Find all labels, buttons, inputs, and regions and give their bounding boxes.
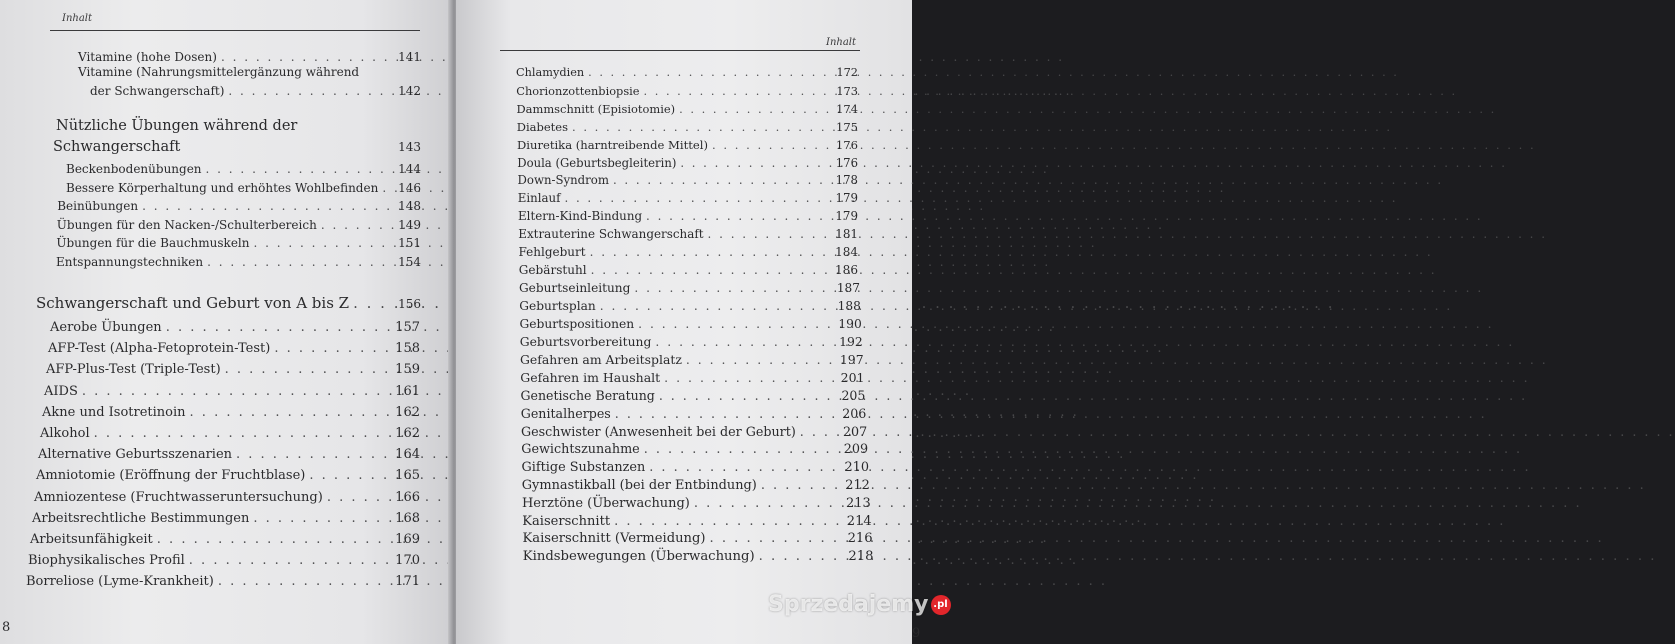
toc-entry-vitamine-ergaenzung bbox=[78, 65, 359, 79]
entry-page: 168 bbox=[395, 510, 420, 526]
leader-dots bbox=[321, 218, 394, 232]
entry-title: Geburtspositionen bbox=[519, 316, 635, 331]
leader-dots bbox=[94, 426, 392, 441]
header-rule bbox=[50, 30, 420, 31]
toc-entry bbox=[519, 263, 858, 277]
toc-entry bbox=[521, 424, 867, 439]
entry-page: 146 bbox=[398, 180, 421, 195]
entry-title: Geburtsvorbereitung bbox=[519, 334, 652, 349]
entry-page: 171 bbox=[395, 574, 420, 590]
entry-page: 206 bbox=[842, 406, 867, 422]
entry-page: 216 bbox=[847, 531, 873, 547]
entry-title: Alkohol bbox=[40, 426, 90, 441]
toc-entry bbox=[519, 299, 861, 313]
entry-page: 181 bbox=[835, 227, 858, 242]
toc-entry bbox=[521, 388, 866, 403]
entry-title: Dammschnitt (Episiotomie) bbox=[516, 101, 676, 116]
entry-title: Akne und Isotretinoin bbox=[42, 404, 186, 420]
toc-entry bbox=[32, 511, 420, 526]
toc-entry bbox=[46, 362, 420, 377]
leader-dots bbox=[564, 191, 831, 205]
toc-entry bbox=[56, 236, 421, 250]
leader-dots bbox=[680, 156, 831, 170]
toc-entry bbox=[523, 549, 874, 564]
leader-dots bbox=[655, 335, 835, 349]
entry-title: Arbeitsrechtliche Bestimmungen bbox=[32, 510, 250, 526]
leader-dots bbox=[309, 468, 391, 483]
toc-entry bbox=[523, 531, 873, 546]
entry-title: Übungen für die Bauchmuskeln bbox=[56, 236, 250, 251]
leader-dots bbox=[708, 227, 832, 241]
page-number: 8 bbox=[2, 620, 11, 635]
header-rule bbox=[500, 50, 860, 51]
entry-title: Beinübungen bbox=[57, 199, 139, 214]
toc-entry bbox=[517, 138, 858, 152]
entry-page: 173 bbox=[836, 83, 858, 98]
leader-dots bbox=[686, 352, 836, 367]
toc-entry bbox=[519, 245, 859, 259]
toc-entry bbox=[522, 460, 870, 475]
toc-entry bbox=[522, 514, 871, 529]
section-title-exercises: Nützliche Übungen während der bbox=[56, 118, 298, 134]
toc-entry bbox=[57, 218, 421, 232]
entry-title: Extrauterine Schwangerschaft bbox=[518, 227, 704, 242]
entry-page: 142 bbox=[398, 84, 421, 98]
entry-title: Vitamine (Nahrungsmittelergänzung während bbox=[78, 65, 360, 79]
section-title-exercises-line2 bbox=[53, 139, 421, 155]
leader-dots bbox=[634, 281, 832, 295]
leader-dots bbox=[649, 460, 840, 475]
toc-entry bbox=[48, 341, 420, 356]
entry-title: Vitamine (hohe Dosen) bbox=[78, 50, 217, 64]
watermark-logo: Sprzedajemy .pl bbox=[768, 592, 951, 617]
entry-title: Alternative Geburtsszenarien bbox=[38, 447, 233, 463]
entry-title: Amniotomie (Eröffnung der Fruchtblase) bbox=[36, 468, 306, 484]
entry-title: Aerobe Übungen bbox=[50, 320, 162, 335]
entry-title: Giftige Substanzen bbox=[521, 459, 646, 475]
leader-dots bbox=[327, 490, 391, 505]
right-page bbox=[456, 0, 921, 644]
entry-page: 151 bbox=[398, 236, 421, 251]
entry-title: Einlauf bbox=[517, 191, 561, 206]
entry-page: 190 bbox=[838, 316, 862, 331]
leader-dots bbox=[644, 84, 833, 98]
entry-title: AIDS bbox=[44, 383, 78, 399]
entry-title: Kaiserschnitt bbox=[522, 513, 611, 529]
leader-dots bbox=[712, 138, 832, 152]
toc-entry-vitamine-schwangerschaft bbox=[90, 84, 421, 98]
leader-dots bbox=[157, 532, 391, 547]
toc-entry bbox=[520, 317, 862, 331]
leader-dots bbox=[353, 294, 394, 312]
entry-page: 186 bbox=[834, 262, 858, 277]
entry-title: Übungen für den Nacken-/Schulterbereich bbox=[56, 217, 317, 232]
entry-title: Diuretika (harntreibende Mittel) bbox=[517, 137, 708, 152]
leader-dots bbox=[679, 102, 832, 116]
entry-title: Gefahren am Arbeitsplatz bbox=[520, 352, 682, 368]
left-page bbox=[0, 0, 452, 644]
leader-dots bbox=[613, 173, 832, 187]
entry-page: 148 bbox=[398, 199, 421, 214]
toc-entry bbox=[26, 574, 420, 589]
entry-title: Eltern-Kind-Bindung bbox=[518, 209, 643, 224]
leader-dots bbox=[382, 181, 394, 195]
entry-page: 158 bbox=[395, 341, 420, 357]
entry-title: Genitalherpes bbox=[520, 406, 611, 422]
entry-page: 179 bbox=[835, 191, 858, 206]
entry-title: Beckenbodenübungen bbox=[66, 162, 202, 176]
entry-title: Chlamydien bbox=[516, 66, 585, 79]
entry-title: Biophysikalisches Profil bbox=[28, 553, 185, 569]
entry-title: Diabetes bbox=[516, 119, 569, 134]
entry-page: 166 bbox=[395, 489, 420, 505]
leader-dots bbox=[228, 84, 394, 98]
entry-title: Geschwister (Anwesenheit bei der Geburt) bbox=[521, 424, 796, 439]
leader-dots bbox=[614, 514, 843, 529]
entry-title: Gefahren im Haushalt bbox=[520, 370, 661, 386]
toc-entry bbox=[50, 320, 420, 335]
toc-entry bbox=[40, 426, 420, 441]
entry-page: 174 bbox=[836, 101, 858, 116]
toc-entry bbox=[518, 227, 858, 241]
entry-title: Down-Syndrom bbox=[517, 173, 609, 188]
watermark-badge: .pl bbox=[931, 595, 951, 615]
leader-dots bbox=[800, 424, 839, 439]
leader-dots bbox=[190, 405, 392, 420]
toc-entry bbox=[517, 120, 858, 134]
entry-page: 176 bbox=[835, 137, 858, 152]
leader-dots bbox=[218, 574, 391, 589]
toc-entry bbox=[28, 553, 420, 568]
toc-entry bbox=[518, 191, 858, 205]
entry-title: AFP-Plus-Test (Triple-Test) bbox=[46, 362, 221, 378]
toc-entry bbox=[521, 442, 868, 457]
leader-dots bbox=[225, 362, 392, 377]
entry-title: Kindsbewegungen (Überwachung) bbox=[522, 549, 755, 565]
entry-title: Genetische Beratung bbox=[520, 388, 655, 404]
leader-dots bbox=[207, 255, 394, 269]
entry-title: Herztöne (Überwachung) bbox=[522, 495, 690, 511]
entry-page: 170 bbox=[395, 553, 420, 569]
leader-dots bbox=[221, 50, 394, 64]
leader-dots bbox=[166, 320, 391, 335]
toc-entry bbox=[516, 66, 858, 79]
entry-page: 172 bbox=[836, 66, 858, 79]
entry-page: 176 bbox=[835, 155, 858, 170]
entry-page: 213 bbox=[846, 495, 871, 511]
toc-entry bbox=[56, 255, 421, 269]
section-page: 156 bbox=[398, 297, 421, 311]
toc-entry bbox=[520, 352, 864, 367]
entry-title: Geburtseinleitung bbox=[519, 280, 631, 295]
leader-dots bbox=[142, 199, 394, 213]
toc-entry bbox=[66, 162, 421, 176]
entry-title: Chorionzottenbiopsie bbox=[516, 83, 640, 98]
entry-title: Entspannungstechniken bbox=[56, 255, 204, 269]
toc-entry bbox=[519, 281, 860, 295]
entry-page: 205 bbox=[841, 388, 866, 404]
toc-entry bbox=[44, 384, 420, 399]
entry-page: 162 bbox=[395, 426, 420, 441]
leader-dots bbox=[694, 496, 842, 511]
running-head: Inhalt bbox=[62, 13, 93, 24]
leader-dots bbox=[189, 553, 391, 568]
entry-page: 209 bbox=[843, 441, 869, 457]
entry-title: Amniozentese (Fruchtwasseruntersuchung) bbox=[34, 489, 323, 505]
leader-dots bbox=[638, 317, 834, 331]
leader-dots bbox=[761, 478, 841, 493]
entry-page: 201 bbox=[840, 370, 865, 386]
entry-page: 161 bbox=[395, 383, 420, 399]
leader-dots bbox=[709, 531, 843, 546]
toc-entry bbox=[518, 209, 858, 223]
entry-page: 192 bbox=[839, 334, 863, 349]
entry-title: der Schwangerschaft) bbox=[90, 84, 225, 98]
toc-entry bbox=[34, 490, 420, 505]
entry-page: 141 bbox=[398, 50, 421, 64]
entry-page: 188 bbox=[837, 298, 861, 313]
entry-page: 187 bbox=[836, 280, 860, 295]
running-head: Inhalt bbox=[826, 37, 857, 48]
page-number: 9 bbox=[912, 626, 921, 641]
entry-page: 178 bbox=[835, 173, 858, 188]
toc-entry bbox=[30, 532, 420, 547]
entry-title: Arbeitsunfähigkeit bbox=[30, 532, 153, 547]
entry-page: 154 bbox=[398, 255, 421, 269]
entry-page: 207 bbox=[842, 424, 868, 439]
entry-title: Borreliose (Lyme-Krankheit) bbox=[26, 574, 214, 590]
entry-page: 169 bbox=[395, 532, 420, 547]
entry-page: 218 bbox=[848, 549, 874, 565]
leader-dots bbox=[590, 245, 832, 259]
toc-entry bbox=[517, 102, 859, 116]
leader-dots bbox=[759, 549, 845, 564]
toc-entry bbox=[516, 84, 858, 98]
leader-dots bbox=[600, 299, 834, 313]
leader-dots bbox=[615, 406, 838, 421]
leader-dots bbox=[253, 511, 391, 526]
entry-title: Bessere Körperhaltung und erhöhtes Wohlbefinden bbox=[66, 180, 379, 195]
leader-dots bbox=[646, 209, 831, 223]
section-page: 143 bbox=[398, 140, 421, 154]
toc-entry bbox=[520, 335, 863, 349]
leader-dots bbox=[659, 388, 838, 403]
leader-dots bbox=[644, 442, 840, 457]
leader-dots bbox=[588, 66, 832, 79]
section-title: Schwangerschaft bbox=[53, 139, 181, 155]
toc-entry bbox=[57, 199, 421, 213]
leader-dots bbox=[206, 162, 395, 176]
entry-page: 164 bbox=[395, 447, 420, 463]
leader-dots bbox=[664, 370, 837, 385]
entry-page: 144 bbox=[398, 162, 421, 176]
leader-dots bbox=[236, 447, 391, 462]
leader-dots bbox=[572, 120, 832, 134]
toc-entry bbox=[521, 406, 867, 421]
entry-page: 175 bbox=[836, 119, 858, 134]
entry-page: 210 bbox=[844, 459, 869, 475]
toc-entry bbox=[38, 447, 420, 462]
entry-page: 165 bbox=[395, 468, 420, 484]
section-title: Schwangerschaft und Geburt von A bis Z bbox=[36, 294, 350, 312]
toc-entry bbox=[42, 405, 420, 420]
entry-title: Doula (Geburtsbegleiterin) bbox=[517, 155, 677, 170]
entry-page: 212 bbox=[845, 477, 870, 493]
entry-page: 214 bbox=[846, 513, 872, 529]
leader-dots bbox=[253, 236, 394, 250]
leader-dots bbox=[82, 384, 391, 399]
entry-title: Gebärstuhl bbox=[518, 262, 587, 277]
section-title-a-bis-z bbox=[36, 294, 421, 312]
toc-entry bbox=[517, 156, 858, 170]
entry-title: Kaiserschnitt (Vermeidung) bbox=[522, 531, 706, 547]
toc-entry bbox=[66, 181, 421, 195]
entry-title: Gewichtszunahme bbox=[521, 441, 640, 457]
entry-title: Geburtsplan bbox=[519, 298, 596, 313]
toc-entry bbox=[522, 478, 870, 493]
toc-entry bbox=[522, 496, 871, 511]
toc-entry bbox=[520, 370, 864, 385]
entry-title: Gymnastikball (bei der Entbindung) bbox=[521, 477, 757, 493]
entry-page: 159 bbox=[395, 362, 420, 378]
entry-page: 157 bbox=[395, 320, 420, 335]
leader-dots bbox=[274, 341, 391, 356]
toc-entry bbox=[518, 173, 859, 187]
entry-page: 179 bbox=[835, 209, 858, 224]
entry-title: Fehlgeburt bbox=[518, 245, 586, 259]
toc-entry-vitamine-hohe-dosen bbox=[78, 50, 421, 64]
leader-dots bbox=[591, 263, 831, 277]
entry-page: 197 bbox=[839, 352, 864, 368]
entry-page: 184 bbox=[835, 245, 858, 259]
toc-entry bbox=[36, 468, 420, 483]
entry-page: 162 bbox=[395, 404, 420, 420]
entry-page: 149 bbox=[398, 217, 421, 232]
entry-title: AFP-Test (Alpha-Fetoprotein-Test) bbox=[48, 341, 271, 357]
